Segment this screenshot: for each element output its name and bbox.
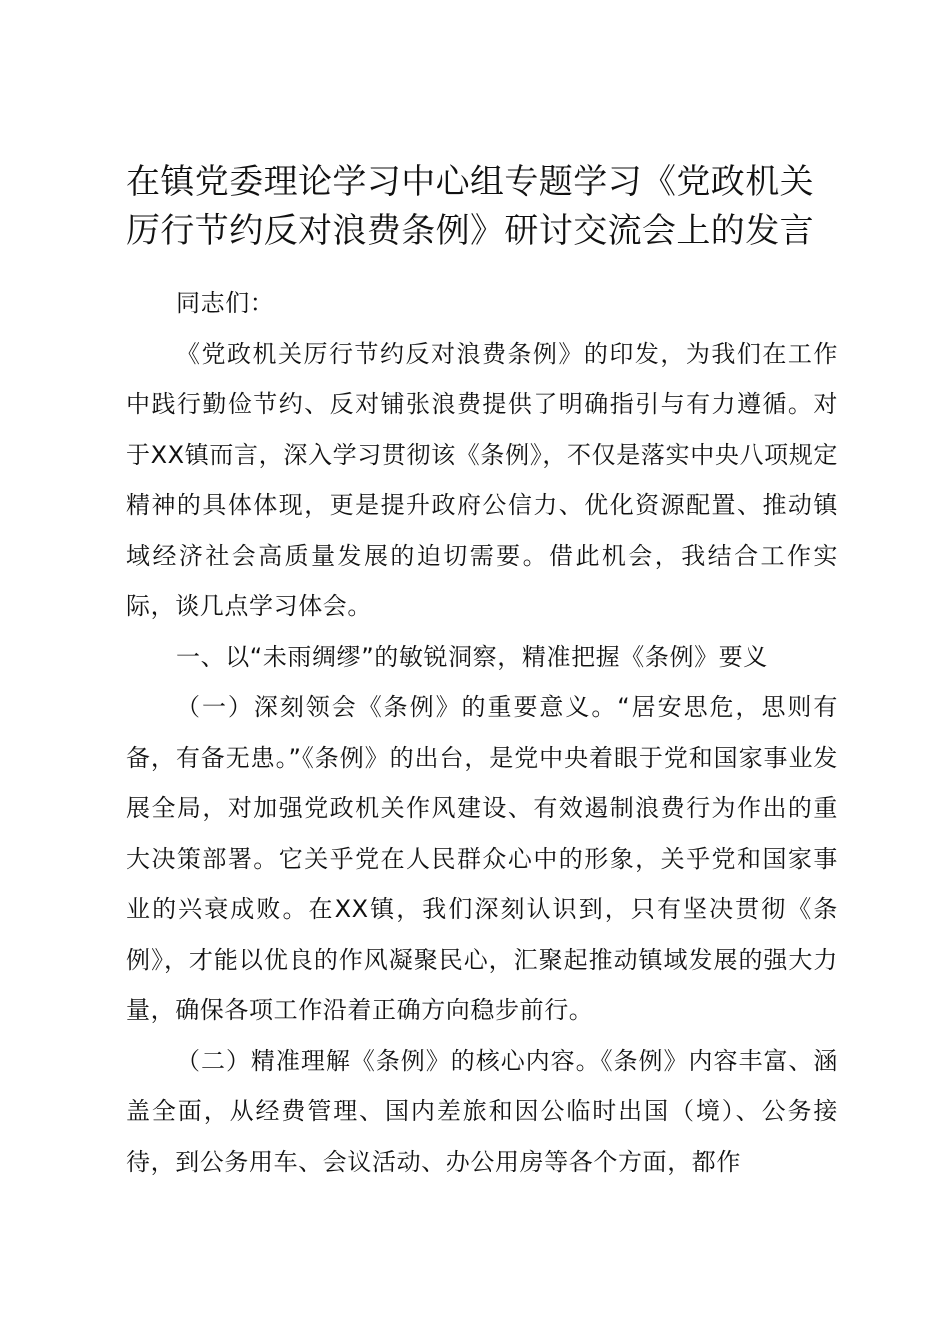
subsection-1-paragraph: （一）深刻领会《条例》的重要意义。“居安思危，思则有备，有备无患。”《条例》的出台，是党中央着眼于党和国家事业发展全局，对加强党政机关作风建设、有效遏制浪费行为作出的重大决策部署。它关乎党在人民群众心中的形象，关乎党和国家事业的兴衰成败。在XX镇，我们深刻认识到，只有坚决贯彻《条例》，才能以优良的作风凝聚民心，汇聚起推动镇域发展的强大力量，确保各项工作沿着正确方向稳步前行。 [126,693,838,1024]
intro-paragraph: 《党政机关厉行节约反对浪费条例》的印发，为我们在工作中践行勤俭节约、反对铺张浪费提供了明确指引与有力遵循。对于XX镇而言，深入学习贯彻该《条例》，不仅是落实中央八项规定精神的具体体现，更是提升政府公信力、优化资源配置、推动镇域经济社会高质量发展的迫切需要。借此机会，我结合工作实际，谈几点学习体会。 [126,339,838,620]
salutation: 同志们： [176,289,275,317]
document-body [126,278,838,1187]
subsection-2-paragraph: （二）精准理解《条例》的核心内容。《条例》内容丰富、涵盖全面，从经费管理、国内差旅和因公临时出国（境）、公务接待，到公务用车、会议活动、办公用房等各个方面，都作 [126,1046,838,1176]
document-title: 在镇党委理论学习中心组专题学习《党政机关厉行节约反对浪费条例》研讨交流会上的发言 [126,162,814,251]
section-heading-1: 一、以“未雨绸缪”的敏锐洞察，精准把握《条例》要义 [176,642,768,671]
